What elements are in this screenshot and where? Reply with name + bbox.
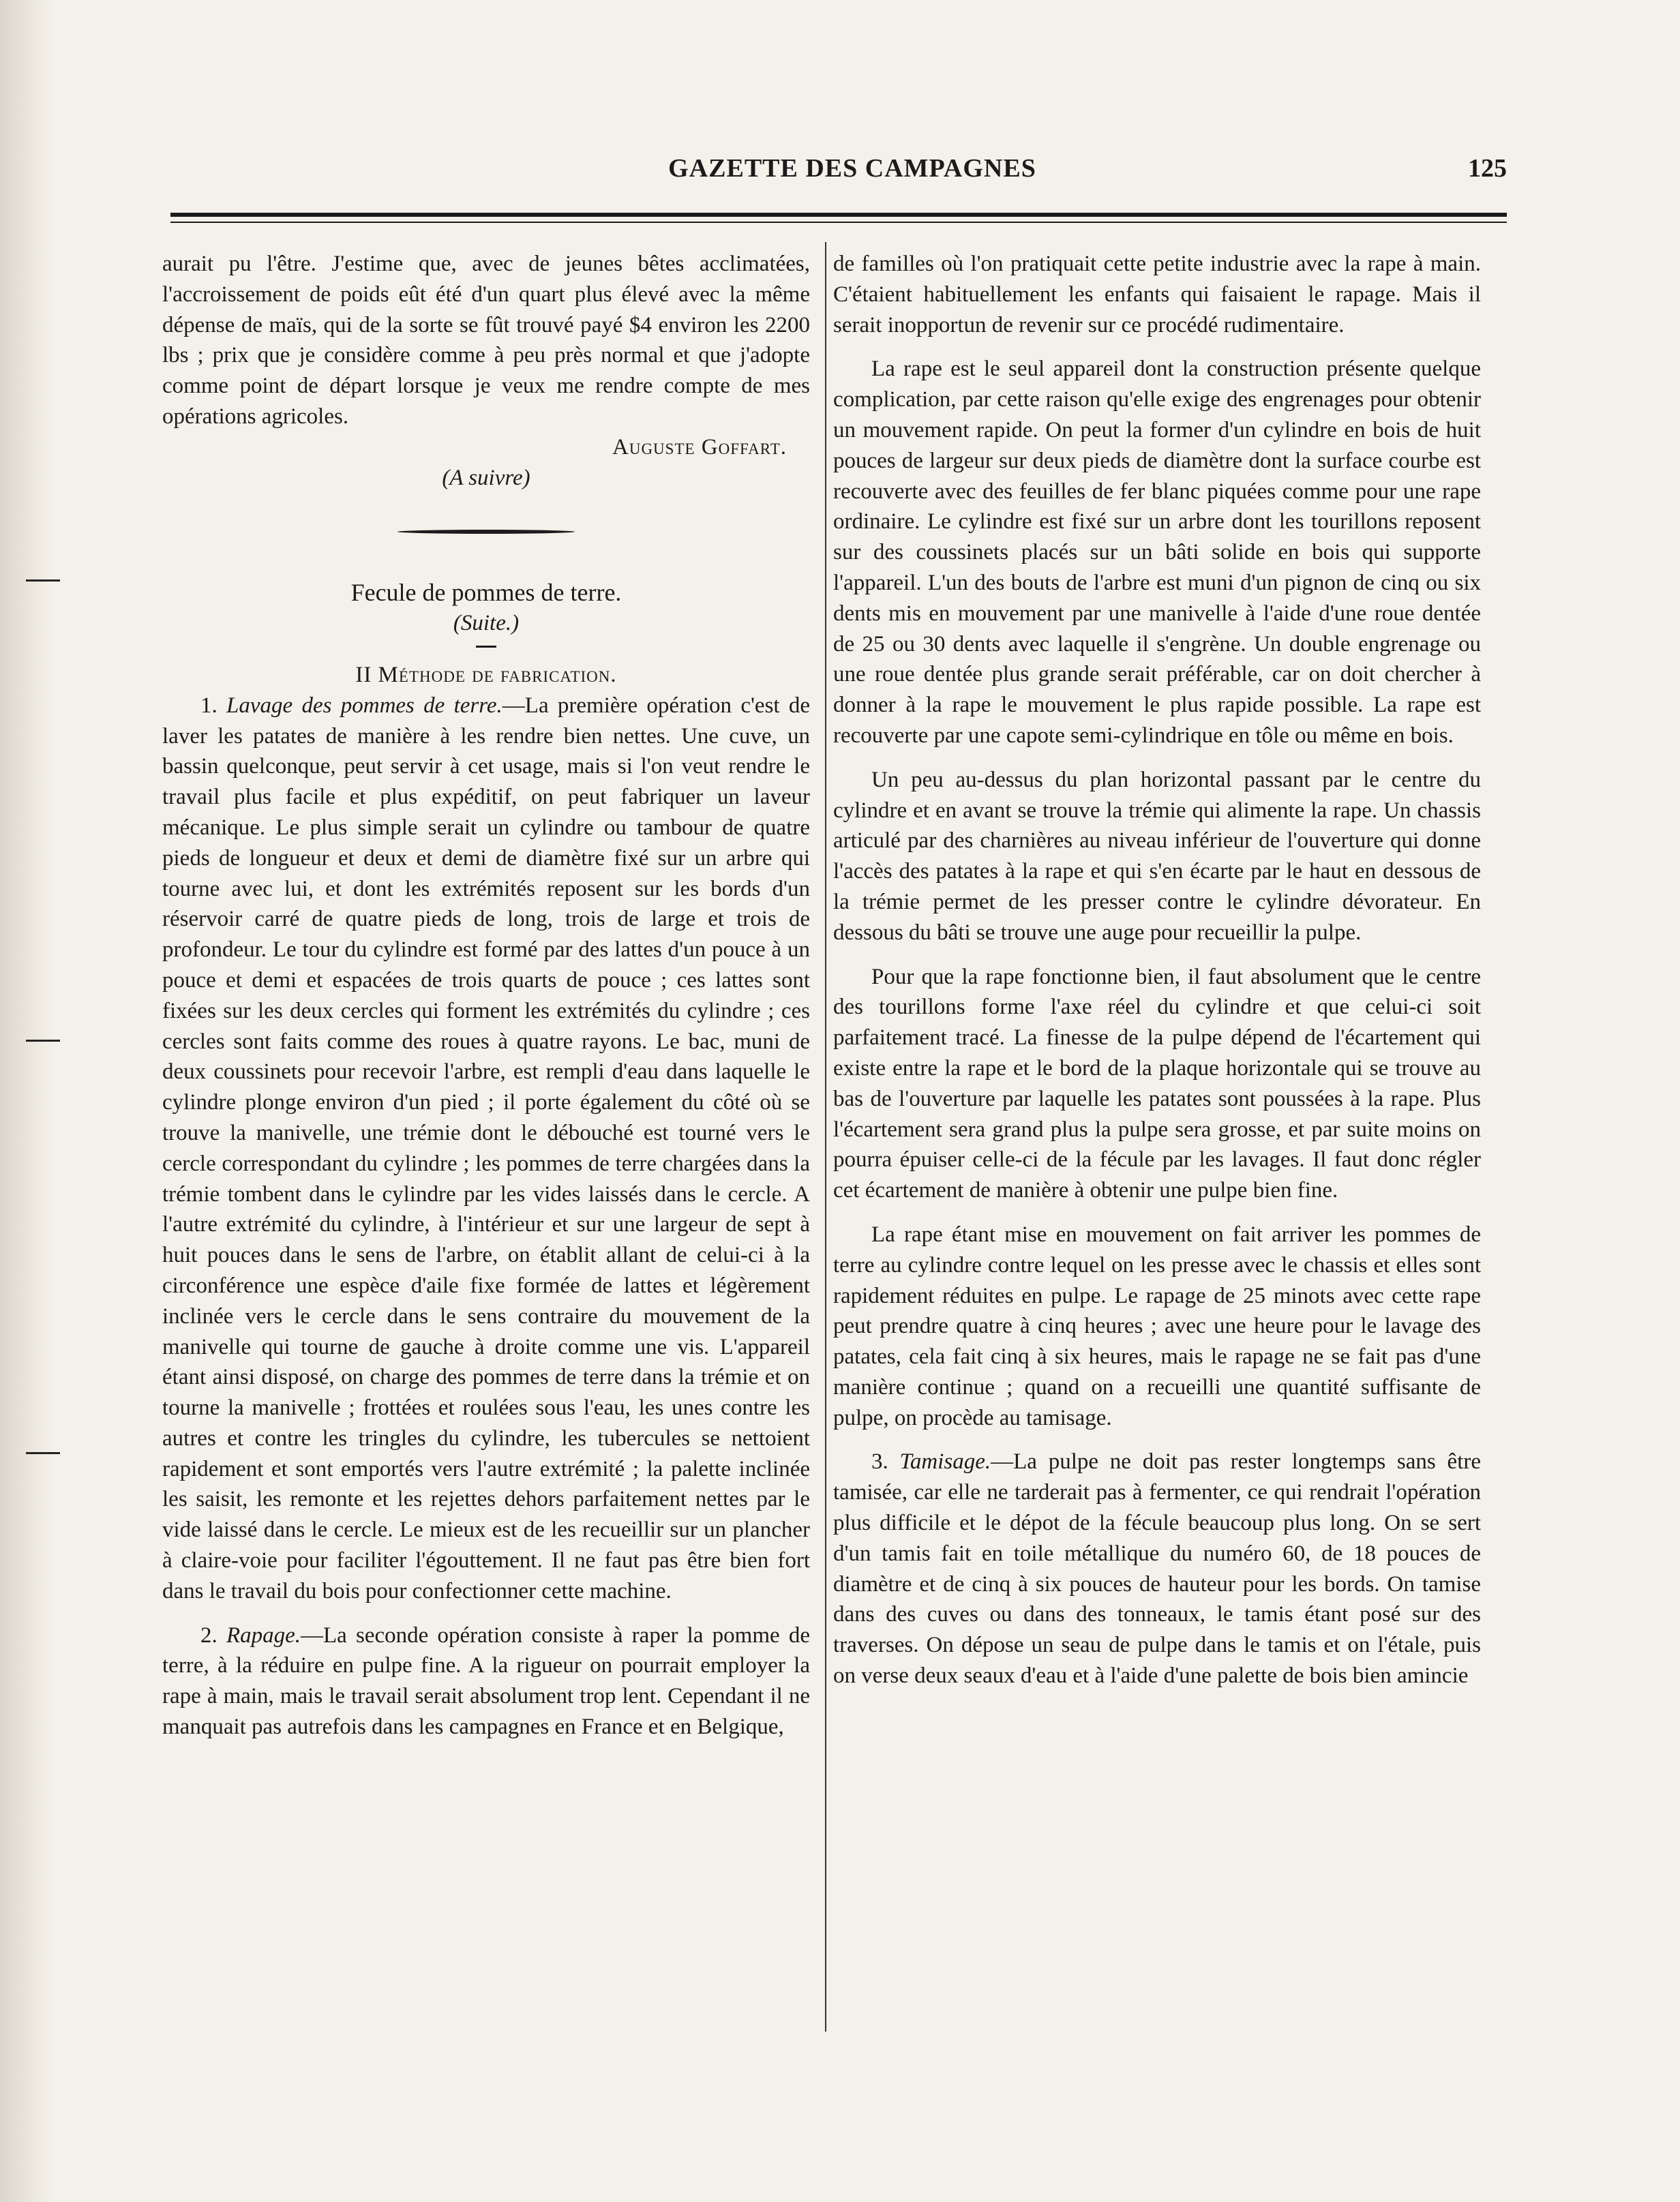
header-rule-thin (170, 222, 1507, 223)
paragraph-tremie: Un peu au-dessus du plan horizontal passant par le centre du cylindre et en avant se trouve la trémie qui alimente la rape. Un chassis articulé par des charnières au niveau inférieur de l'ouverture qui donne l'accès des patates à la rape et qui s'en écarte par le haut en dessous de la trémie permet de les presser contre le cylindre dévorateur. En dessous du bâti se trouve une auge pour recueillir la pulpe. (833, 767, 1481, 945)
edge-mark (26, 1452, 60, 1469)
newspaper-title: GAZETTE DES CAMPAGNES (668, 154, 1036, 183)
paragraph-text: —La seconde opération consiste à raper la pomme de terre, à la réduire en pulpe fine. A la rigueur on pourrait employer la rape à main, mais le travail serait absolument trop lent. Cependant il ne manquait pas autrefois dans les campagnes en France et en Belgique, (162, 1623, 811, 1740)
page-binding-edge (0, 0, 55, 2202)
article-title: Fecule de pommes de terre. (350, 579, 622, 607)
paragraph-title: Rapage. (226, 1623, 301, 1648)
paragraph-rapage (162, 1620, 810, 1743)
page-header (170, 153, 1507, 194)
paragraph-continuation: de familles où l'on pratiquait cette petite industrie avec la rape à main. C'étaient habituellement les enfants qui faisaient le rapage. Mais il serait inopportun de revenir sur ce procédé rudimentaire. (833, 252, 1481, 337)
paragraph-number: 1. (200, 693, 227, 718)
edge-mark (26, 1040, 60, 1057)
paragraph-title: Lavage des pommes de terre. (226, 693, 502, 718)
article-ending-paragraph: aurait pu l'être. J'estime que, avec de jeunes bêtes acclimatées, l'accroissement de poids eût été d'un quart plus élevé avec la même dépense de maïs, qui de la sorte se fût trouvé payé $4 environ les 2200 lbs ; prix que je considère comme à peu près normal et que j'adopte comme point de départ lorsque je veux me rendre compte de mes opérations agricoles. (162, 252, 810, 429)
column-divider (825, 242, 826, 2032)
article-subtitle: (Suite.) (453, 611, 520, 636)
paragraph-tamisage (833, 1447, 1481, 1691)
section-heading: II Méthode de fabrication. (355, 662, 617, 687)
paragraph-number: 2. (200, 1623, 226, 1648)
paragraph-mise-en-mouvement: La rape étant mise en mouvement on fait arriver les pommes de terre au cylindre contre lequel on les presse avec le chassis et elles sont rapidement réduites en pulpe. Le rapage de 25 minots avec cette rape peut prendre quatre à cinq heures ; avec une heure pour le lavage des patates, cela fait cinq à six heures, mais le rapage ne se fait pas d'une manière continue ; quand on a recueilli une quantité suffisante de pulpe, on procède au tamisage. (833, 1222, 1481, 1430)
paragraph-text: —La première opération c'est de laver les patates de manière à les rendre bien nettes. Une cuve, un bassin quelconque, peut servir à cet usage, mais si l'on veut rendre le travail plus facile et plus expéditif, on peut fabriquer un laveur mécanique. Le plus simple serait un cylindre ou tambour de quatre pieds de longueur et deux et demi de diamètre fixé sur un arbre qui tourne avec lui, et dont les extrémités reposent sur les bords d'un réservoir carré de quatre pieds de long, trois de large et trois de profondeur. Le tour du cylindre est formé par des lattes d'un pouce à un pouce et demi et espacées de trois quarts de pouce ; ces lattes sont fixées sur les deux cercles qui forment les extrémités du cylindre ; ces cercles sont faits comme des roues à quatre rayons. Le bac, muni de deux coussinets pour recevoir l'arbre, est rempli d'eau dans laquelle le cylindre plonge environ d'un pied ; il porte également du côté où se trouve la manivelle, une trémie dont le débouché est tourné vers le cercle correspondant du cylindre ; les pommes de terre chargées dans la trémie tombent dans le cylindre par les vides laissés dans le cercle. A l'autre extrémité du cylindre, à l'intérieur et sur une largeur de sept à huit pouces dans le sens de l'arbre, on établit allant de celui-ci à la circonférence une espèce d'aile fixe formée de lattes et légèrement inclinée vers le cercle dans le sens contraire du mouvement de la manivelle qui tourne de gauche à droite comme une vis. L'appareil étant ainsi disposé, on charge des pommes de terre dans la trémie et on tourne la manivelle ; frottées et roulées sous l'eau, les unes contre les autres et contre les tringles du cylindre, les tubercules se nettoient rapidement et sont emportés vers l'autre extrémité ; la palette inclinée les saisit, les remonte et les rejettes dehors parfaitement nettes par le vide laissé dans le cercle. Le mieux est de les recueillir sur un plancher à claire-voie pour faciliter l'égouttement. Il ne faut pas être bien fort dans le travail du bois pour confectionner cette machine. (162, 693, 811, 1603)
paragraph-text: —La pulpe ne doit pas rester longtemps sans être tamisée, car elle ne tarderait pas à fermenter, ce qui rendrait l'opération plus difficile et le dépot de la fécule beaucoup plus long. On se sert d'un tamis fait en toile métallique du numéro 60, de 18 pouces de diamètre et de cinq à six pouces de hauteur pour les bords. On tamise dans des cuves ou dans des tonneaux, le tamis étant posé sur des traverses. On dépose un seau de pulpe dans le tamis et on l'étale, puis on verse deux seaux d'eau et à l'aide d'une palette de bois bien amincie (833, 1449, 1481, 1689)
paragraph-number: 3. (871, 1449, 900, 1475)
paragraph-title: Tamisage. (899, 1449, 991, 1475)
paragraph-rape: La rape est le seul appareil dont la construction présente quelque complication, par cette raison qu'elle exige des engrenages pour obtenir un mouvement rapide. On peut la former d'un cylindre en bois de huit pouces de largeur sur deux pieds de diamètre dont la surface courbe est recouverte avec des feuilles de fer blanc piquées comme pour une rape ordinaire. Le cylindre est fixé sur un arbre dont les tourillons reposent sur des coussinets placés sur un bâti solide en bois qui supporte l'appareil. L'un des bouts de l'arbre est muni d'un pignon de cinq ou six dents mis en mouvement par une manivelle à l'aide d'une roue dentée de 25 ou 30 dents avec laquelle il s'engrène. Un double engrenage ou une roue dentée plus grande serait préférable, car on doit chercher à donner à la rape le mouvement le plus rapide possible. La rape est recouverte par une capote semi-cylindrique en tôle ou même en bois. (833, 357, 1481, 748)
right-column (833, 249, 1481, 1691)
edge-mark (26, 579, 60, 597)
paragraph-lavage (162, 691, 810, 1607)
author-signature: Auguste Goffart. (612, 434, 787, 459)
header-rule (170, 213, 1507, 217)
article-separator (397, 530, 575, 534)
subtitle-rule (476, 646, 496, 648)
left-column (162, 249, 810, 1743)
page-number: 125 (1468, 154, 1507, 183)
paragraph-fonctionnement: Pour que la rape fonctionne bien, il faut absolument que le centre des tourillons forme l'axe réel du cylindre et que celui-ci soit parfaitement tracé. La finesse de la pulpe dépend de l'écartement qui existe entre la rape et le bord de la plaque horizontale qui se trouve au bas de l'ouverture par laquelle les patates sont poussées à la rape. Plus l'écartement sera grand plus la pulpe sera grosse, et par suite moins on pourra épuiser celle-ci de la fécule par les lavages. Il faut donc régler cet écartement de manière à obtenir une pulpe bien fine. (833, 964, 1481, 1203)
continued-note: (A suivre) (442, 465, 530, 490)
